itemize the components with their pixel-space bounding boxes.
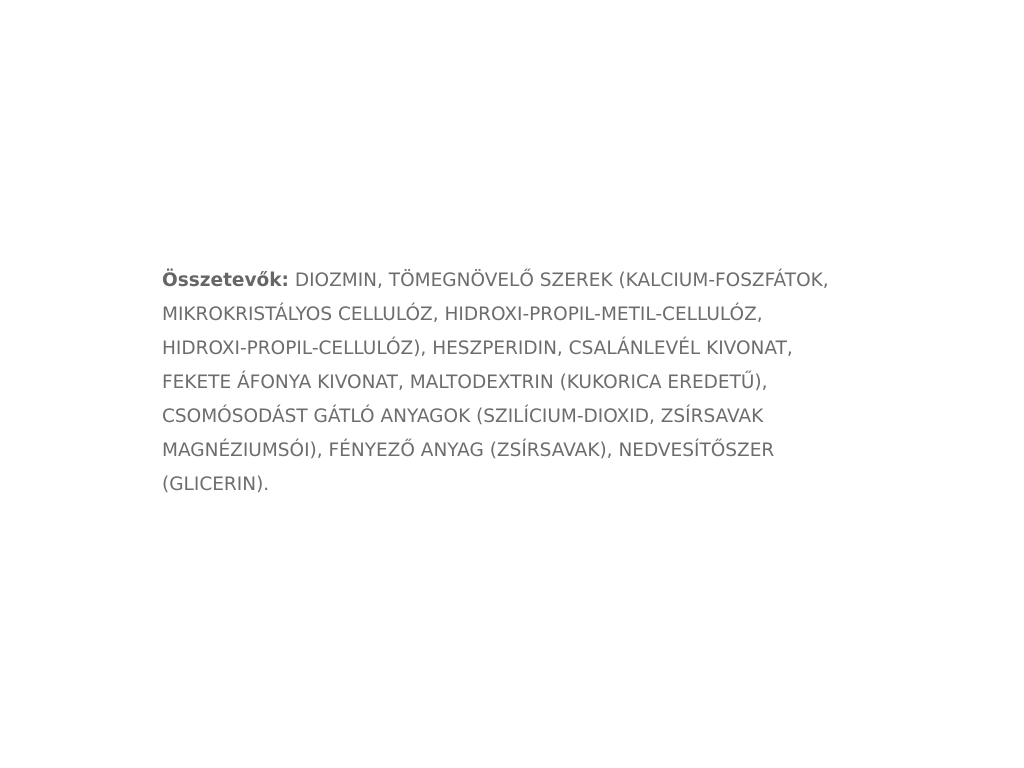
ingredients-line-2: MIKROKRISTÁLYOS CELLULÓZ, HIDROXI-PROPIL-METIL-CELLULÓZ, xyxy=(162,304,763,325)
ingredients-line-3: HIDROXI-PROPIL-CELLULÓZ), HESZPERIDIN, CSALÁNLEVÉL KIVONAT, xyxy=(162,338,793,359)
ingredients-line-4: FEKETE ÁFONYA KIVONAT, MALTODEXTRIN (KUKORICA EREDETŰ), xyxy=(162,372,768,393)
ingredients-label: Összetevők: xyxy=(162,270,289,291)
ingredients-line-6: MAGNÉZIUMSÓI), FÉNYEZŐ ANYAG (ZSÍRSAVAK), NEDVESÍTŐSZER xyxy=(162,440,775,461)
ingredients-line-1 xyxy=(162,264,892,298)
ingredients-paragraph xyxy=(162,264,892,502)
ingredients-text: DIOZMIN, TÖMEGNÖVELŐ SZEREK (KALCIUM-FOSZFÁTOK, xyxy=(288,270,829,291)
ingredients-line-7: (GLICERIN). xyxy=(162,474,270,495)
ingredients-line-5: CSOMÓSODÁST GÁTLÓ ANYAGOK (SZILÍCIUM-DIOXID, ZSÍRSAVAK xyxy=(162,406,764,427)
